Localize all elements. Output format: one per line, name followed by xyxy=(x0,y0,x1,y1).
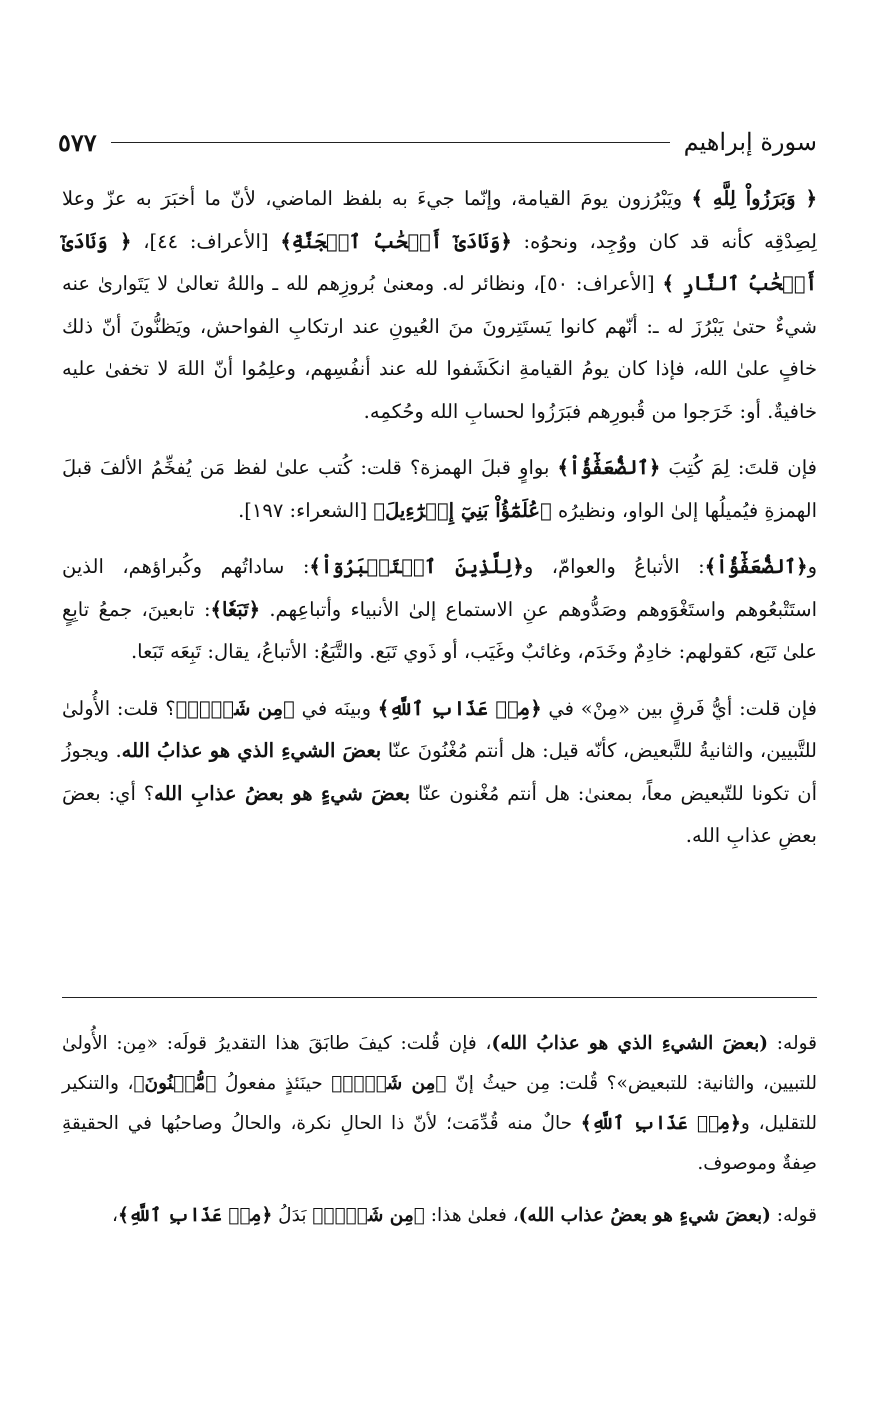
quran-quote: ﴿ٱلضُّعَفَٰٓؤُاْ﴾ xyxy=(557,456,661,479)
text-span: : تابعينَ، جمعُ تابِعٍ علىٰ تَبَع، كقولهم: خادِمٌ وخَدَم، وغائبٌ وغَيَب، أو ذَوي تَبَع. والتَّبَعُ: الأتباعُ، يقال: تَبِعَه تَبَعا. xyxy=(62,597,817,663)
text-span: فإن قلت: أيُّ فَرقٍ بين «مِنْ» في xyxy=(541,696,817,720)
footnote-1 xyxy=(62,1024,817,1184)
quran-quote: ﴿وَنَادَىٰٓ أَصۡحَٰبُ ٱلۡجَنَّةِ﴾ xyxy=(280,229,512,253)
quran-quote: ﴿مِنۡ عَذَابِ ٱللَّهِ﴾ xyxy=(377,696,542,720)
text-span: [الشعراء: ١٩٧]. xyxy=(238,498,374,522)
quran-quote: ﴿ وَنَادَىٰٓ أَصۡحَٰبُ ٱلنَّارِ ﴾ xyxy=(62,229,818,295)
text-span: ، xyxy=(111,1205,118,1226)
quran-quote: ﴿ وَبَرَزُواْ لِلَّهِ ﴾ xyxy=(691,187,817,210)
text-span: قوله: xyxy=(770,1205,817,1226)
text-span: : ساداتُهم وكُبراؤهم، الذين استَتْبعُوهم واستَغْوَوهم وصَدُّوهم عنِ الاستماع إلىٰ الأنبياء وأتباعِهم. xyxy=(62,555,817,621)
quran-quote: ﴿ٱلضُّعَفَٰٓؤُاْ﴾ xyxy=(704,555,808,578)
footnote-divider xyxy=(62,997,817,998)
text-span: بَدَلُ xyxy=(272,1205,313,1226)
quran-quote: ﴿مِن شَيۡءٖ﴾ xyxy=(175,696,295,720)
text-span: [الأعراف: ٤٤]، xyxy=(131,229,281,253)
text-span: قوله: xyxy=(768,1033,817,1054)
text-span: وبينَه في xyxy=(294,696,378,720)
footnote-2 xyxy=(62,1196,817,1236)
paragraph-4 xyxy=(62,688,817,858)
text-span: حالٌ منه قُدِّمَت؛ لأنّ ذا الحالِ نكرة، والحالُ وصاحبُها في الحقيقةِ صِفةٌ وموصوف. xyxy=(62,1113,817,1174)
paragraph-3 xyxy=(62,546,817,674)
text-span: ؟ أي: بعضَ بعضِ عذابِ الله. xyxy=(62,781,817,847)
quran-quote: ﴿مُّغۡنُونَ﴾ xyxy=(133,1073,217,1094)
text-span: : الأتباعُ والعوامّ، و xyxy=(523,555,705,578)
quran-quote: ﴿تَبَعٗا﴾ xyxy=(210,597,261,621)
quran-quote: ﴿مِن شَيۡءٖ﴾ xyxy=(312,1205,425,1226)
quran-quote: ﴿لِلَّذِينَ ٱسۡتَكۡبَرُوٓاْ﴾ xyxy=(309,555,524,578)
text-span: حينَئذٍ مفعولُ xyxy=(216,1073,332,1094)
bold-phrase: (بعضَ الشيءِ الذي هو عذابُ الله) xyxy=(491,1033,769,1054)
quran-quote: ﴿عُلَمَٰٓؤُاْ بَنِيٓ إِسۡرَٰٓءِيلَ﴾ xyxy=(373,498,552,522)
text-span: و xyxy=(807,555,817,578)
page-header xyxy=(58,122,817,162)
text-span: فإن قلتَ: لِمَ كُتِبَ xyxy=(660,456,817,479)
text-span: ؟ قلت: الأُولىٰ للتَّبيين، والثانيةُ للتَّبعيض، كأنّه قيل: هل أنتم مُغْنُونَ عنّا xyxy=(62,696,817,762)
text-span: ويَبْرُزون يومَ القيامة، وإنّما جيءَ به بلفظ الماضي، لأنّ ما أخبَرَ به عزّ وعلا لِصِدْقِه كأنه قد كان ووُجِد، ونحوُه: xyxy=(62,187,817,253)
text-span: . ويجوزُ أن تكونا للتّبعيض معاً، بمعنىٰ: هل أنتم مُغْنون عنّا xyxy=(62,739,817,805)
quran-quote: ﴿مِنۡ عَذَابِ ٱللَّهِ﴾ xyxy=(117,1205,273,1226)
text-span: ، فإن قُلت: كيفَ طابَقَ هذا التقديرُ قولَه: «مِن: الأُولىٰ للتبيين، والثانية: للتبعيض»؟ قُلت: مِن حيثُ إنّ xyxy=(62,1033,818,1094)
paragraph-1 xyxy=(62,178,817,433)
text-span: ، والتنكير للتقليل، و xyxy=(62,1073,817,1134)
bold-phrase: (بعضَ شيءٍ هو بعضُ عذاب الله) xyxy=(518,1205,771,1226)
main-text xyxy=(62,178,817,872)
quran-quote: ﴿مِنۡ عَذَابِ ٱللَّهِ﴾ xyxy=(580,1113,741,1134)
footnotes xyxy=(62,1024,817,1248)
surah-title: سورة إبراهيم xyxy=(683,128,817,156)
header-rule xyxy=(111,142,670,143)
page-number: ٥٧٧ xyxy=(58,127,97,157)
quran-quote: ﴿مِن شَيۡءٖ﴾ xyxy=(331,1073,447,1094)
text-span: [الأعراف: ٥٠]، ونظائر له. ومعنىٰ بُروزِهم لله ـ واللهُ تعالىٰ لا يَتَوارىٰ عنه شيءٌ حتىٰ يَبْرُزَ له ـ: أنّهم كانوا يَستَتِرونَ منَ العُيونِ عند ارتكابِ الفواحش، ويَظنُّونَ أنّ ذلك خافٍ علىٰ الله، فإذا كان يومُ القيامةِ انكَشَفوا لله عند أنفُسِهم، وعلِمُوا أنّ اللهَ لا تخفىٰ عليه خافيةٌ. أو: خَرَجوا من قُبورِهم فبَرَزُوا لحسابِ الله وحُكمِه. xyxy=(62,272,817,423)
text-span: بواوٍ قبلَ الهمزة؟ قلت: كُتب علىٰ لفظ مَن يُفخِّمُ الألفَ قبلَ الهمزةِ فيُميلُها إلىٰ الواو، ونظيرُه xyxy=(62,456,817,522)
text-span: ، فعلىٰ هذا: xyxy=(424,1205,519,1226)
paragraph-2 xyxy=(62,447,817,532)
bold-phrase: بعضَ شيءٍ هو بعضُ عذابِ الله xyxy=(154,781,410,805)
bold-phrase: بعضَ الشيءِ الذي هو عذابُ الله xyxy=(121,739,382,762)
